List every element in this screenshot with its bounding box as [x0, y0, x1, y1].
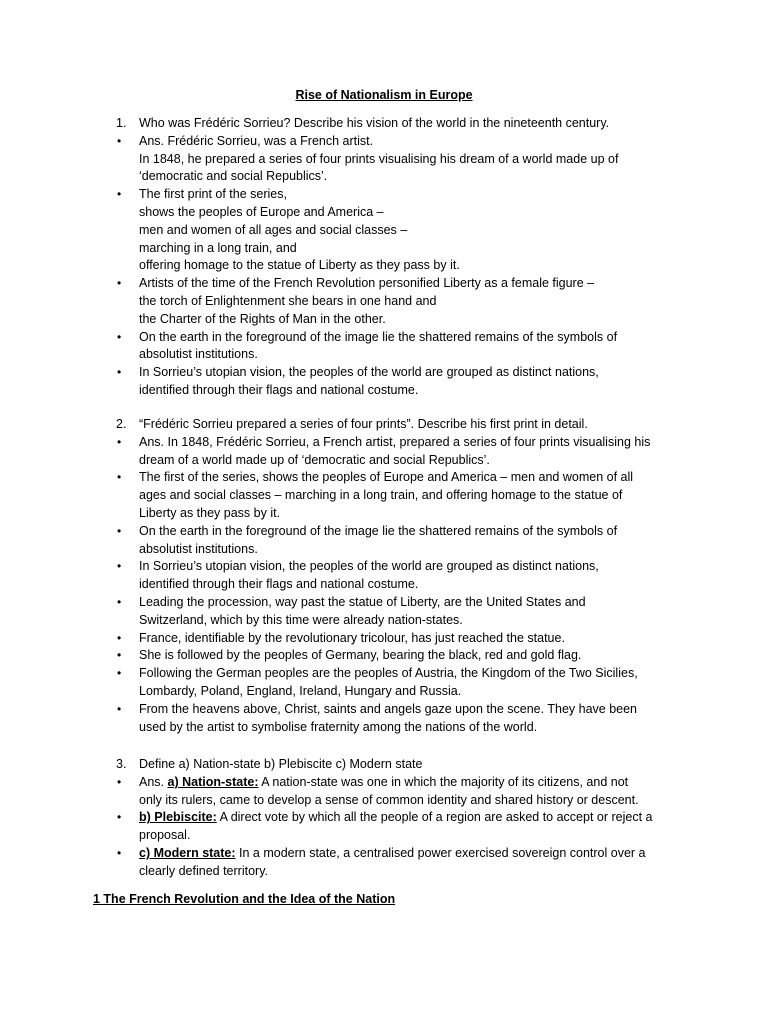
answer-line: In Sorrieu’s utopian vision, the peoples of the world are grouped as distinct nations, — [139, 365, 599, 380]
answer-line: Liberty as they pass by it. — [139, 506, 281, 520]
answer-line: The first of the series, shows the peoples of Europe and America – men and women of all — [139, 470, 634, 485]
bullet-icon: • — [117, 595, 122, 609]
defined-term: b) Plebiscite: — [139, 810, 217, 825]
answer-line: men and women of all ages and social classes – — [139, 222, 408, 237]
answer-line: In 1848, he prepared a series of four prints visualising his dream of a world made up of — [139, 151, 619, 166]
answer-line: the torch of Enlightenment she bears in one hand and — [139, 294, 437, 308]
answer-line: shows the peoples of Europe and America – — [139, 205, 384, 219]
bullet-icon: • — [117, 810, 122, 825]
question-text: Who was Frédéric Sorrieu? Describe his vision of the world in the nineteenth century. — [139, 116, 610, 130]
bullet-icon: • — [117, 630, 122, 645]
answer-line: the Charter of the Rights of Man in the other. — [139, 311, 386, 326]
definition-text: Ans. — [139, 774, 168, 789]
answer-line: ages and social classes – marching in a long train, and offering homage to the statue of — [139, 488, 623, 503]
answer-line — [139, 809, 652, 826]
answer-line: From the heavens above, Christ, saints and angels gaze upon the scene. They have been — [139, 701, 638, 716]
answer-line: She is followed by the peoples of Germany, bearing the black, red and gold flag. — [139, 648, 582, 663]
question-text: “Frédéric Sorrieu prepared a series of four prints”. Describe his first print in detail. — [139, 417, 588, 431]
answer-line: offering homage to the statue of Liberty as they pass by it. — [139, 258, 460, 273]
answer-line: dream of a world made up of ‘democratic and social Republics’. — [139, 452, 490, 467]
answer-line: On the earth in the foreground of the image lie the shattered remains of the symbols of — [139, 329, 618, 344]
answer-line: Switzerland, which by this time were already nation-states. — [139, 612, 463, 627]
bullet-icon: • — [117, 846, 122, 860]
answer-line: ‘democratic and social Republics’. — [139, 169, 328, 184]
bullet-icon: • — [117, 559, 122, 574]
answer-line: France, identifiable by the revolutionary tricolour, has just reached the statue. — [139, 630, 565, 645]
answer-line — [139, 774, 628, 791]
answer-line: Following the German peoples are the peoples of Austria, the Kingdom of the Two Sicilies, — [139, 666, 638, 681]
answer-line: only its rulers, came to develop a sense of common identity and shared history or descent. — [139, 792, 639, 807]
answer-line: absolutist institutions. — [139, 347, 258, 362]
bullet-icon: • — [117, 666, 122, 681]
question-number: 3. — [116, 757, 127, 771]
answer-line: Lombardy, Poland, England, Ireland, Hungary and Russia. — [139, 684, 462, 698]
answer-line: clearly defined territory. — [139, 863, 268, 878]
answer-line: The first print of the series, — [139, 187, 287, 202]
definition-text: In a modern state, a centralised power exercised sovereign control over a — [235, 846, 646, 860]
bullet-icon: • — [117, 276, 122, 291]
answer-line: used by the artist to symbolise fraternity among the nations of the world. — [139, 719, 538, 734]
defined-term: a) Nation-state: — [167, 774, 259, 789]
answer-line: Leading the procession, way past the statue of Liberty, are the United States and — [139, 595, 586, 609]
bullet-icon: • — [117, 648, 122, 663]
section-heading: 1 The French Revolution and the Idea of the Nation — [93, 892, 396, 906]
bullet-icon: • — [117, 187, 122, 202]
bullet-icon: • — [117, 470, 122, 485]
answer-line: proposal. — [139, 828, 191, 843]
bullet-icon: • — [117, 523, 122, 538]
answer-line: identified through their flags and national costume. — [139, 577, 419, 592]
bullet-icon: • — [117, 133, 122, 148]
definition-text: A nation-state was one in which the majority of its citizens, and not — [258, 774, 629, 789]
question-number: 2. — [116, 417, 127, 431]
question-text: Define a) Nation-state b) Plebiscite c) Modern state — [139, 757, 423, 771]
answer-line: Ans. In 1848, Frédéric Sorrieu, a French artist, prepared a series of four prints visualising his — [139, 434, 651, 449]
bullet-icon: • — [117, 774, 122, 789]
question-number: 1. — [116, 116, 127, 130]
answer-line: marching in a long train, and — [139, 240, 297, 255]
bullet-icon: • — [117, 701, 122, 716]
bullet-icon: • — [117, 434, 122, 449]
defined-term: c) Modern state: — [139, 846, 236, 860]
answer-line: Artists of the time of the French Revolution personified Liberty as a female figure – — [139, 276, 595, 291]
document-title: Rise of Nationalism in Europe — [295, 88, 473, 102]
answer-line: identified through their flags and national costume. — [139, 383, 419, 397]
bullet-icon: • — [117, 365, 122, 380]
answer-line — [139, 845, 645, 862]
answer-line: absolutist institutions. — [139, 541, 258, 556]
answer-line: Ans. Frédéric Sorrieu, was a French artist. — [139, 133, 374, 148]
bullet-icon: • — [117, 329, 122, 344]
answer-line: On the earth in the foreground of the image lie the shattered remains of the symbols of — [139, 523, 618, 538]
answer-line: In Sorrieu’s utopian vision, the peoples of the world are grouped as distinct nations, — [139, 559, 599, 574]
definition-text: A direct vote by which all the people of a region are asked to accept or reject a — [216, 810, 653, 825]
